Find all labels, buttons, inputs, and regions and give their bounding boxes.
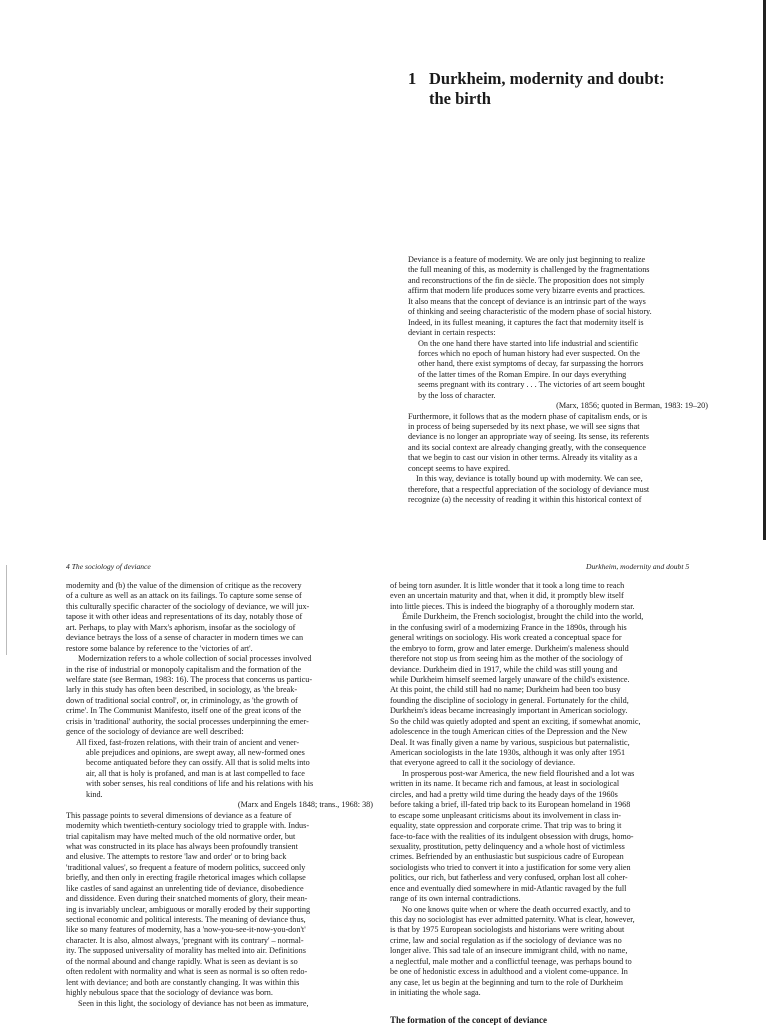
text-line: even an uncertain maturity and that, when it did, it promptly blew itself <box>390 591 624 601</box>
text-line: character. It is also, almost always, 'pregnant with its contrary' – normal- <box>66 935 304 945</box>
text-line: ity. The supposed universality of morality has melted into air. Definitions <box>66 946 306 956</box>
text-line: in initiating the whole saga. <box>390 988 481 998</box>
text-line: down of traditional social control', or, in criminology, as 'the growth of <box>66 695 298 705</box>
text-line: American sociologists in the late 1930s, although it was only after 1951 <box>390 748 626 757</box>
text-line: is that by 1975 European sociologists and historians were writing about <box>390 925 625 935</box>
text-line: crime'. In The Communist Manifesto, itself one of the great icons of the <box>66 706 302 716</box>
block-quote-line: other hand, there exist symptoms of decay, far surpassing the horrors <box>418 359 644 369</box>
text-line: to escape some unpleasant criticisms about its involvement in class in- <box>390 810 622 820</box>
text-line: the embryo to form, grow and later emerge. Durkheim's maleness should <box>390 643 629 653</box>
text-line: and dissidence. Even during their snatched moments of glory, their mean- <box>66 894 308 904</box>
page-edge-shadow <box>763 0 766 540</box>
text-line: modernity which twentieth-century sociology tried to grapple with. Indus- <box>66 821 310 831</box>
text-line: recognize (a) the necessity of reading it within this historical context of <box>408 495 642 505</box>
paragraph-first-line: In prosperous post-war America, the new field flourished and a lot was <box>402 768 635 778</box>
text-line: before taking a brief, ill-fated trip back to its European homeland in 1968 <box>390 800 631 810</box>
text-line: of thinking and seeing characteristic of the modern phase of social history. <box>408 307 652 317</box>
text-line: in process of being superseded by its next phase, we will see signs that <box>408 422 640 431</box>
text-line: like castles of sand against an unrelenting tide of deviance, disobedience <box>66 883 304 893</box>
running-head-left: 4 The sociology of deviance <box>66 562 151 571</box>
block-quote-line: air, all that is holy is profaned, and man is at last compelled to face <box>86 768 305 778</box>
text-line: Deviance is a feature of modernity. We are only just beginning to realize <box>408 255 646 264</box>
text-line: the full meaning of this, as modernity is challenged by the fragmentations <box>408 265 650 275</box>
text-line: range of its own internal contradictions. <box>390 894 521 904</box>
text-line: In this way, deviance is totally bound up with modernity. We can see, <box>416 474 643 484</box>
text-line: lent with deviance; and both are constantly changing. It was within this <box>66 977 300 987</box>
text-line: So the child was quietly adopted and spent an exciting, if somewhat anomic, <box>390 716 641 726</box>
chapter-title-line-1: Durkheim, modernity and doubt: <box>429 69 665 88</box>
text-line: politics, our rich, but fatherless and very confused, orphan lost all coher- <box>390 873 628 883</box>
text-line: this day no sociologist has ever admitted paternity. What is clear, however, <box>390 915 635 924</box>
text-line: and elusive. The attempts to restore 'law and order' or to bring back <box>66 852 287 862</box>
paragraph-first-line: Seen in this light, the sociology of deviance has not been as immature, <box>78 998 309 1008</box>
section-heading: The formation of the concept of deviance <box>390 1015 547 1025</box>
text-line: It also means that the concept of deviance is an intrinsic part of the ways <box>408 296 646 306</box>
block-quote-line: with sober senses, his real conditions of life and his relations with his <box>86 779 314 789</box>
text-line: written in its name. It became rich and famous, at least in sociological <box>390 779 620 789</box>
block-quote-line: seems pregnant with its contrary . . . The victories of art seem bought <box>418 380 645 390</box>
text-line: therefore, that a respectful appreciation of the sociology of deviance must <box>408 484 650 494</box>
text-line: crimes. Befriended by an enthusiastic but suspicious cadre of European <box>390 852 624 862</box>
text-line: in the confusing swirl of a modernizing France in the 1890s, through his <box>390 622 627 632</box>
text-line: this culturally specific character of the sociology of deviance, we will jux- <box>66 601 310 611</box>
text-line: tapose it with other ideas and representations of its day, notably those of <box>66 612 303 622</box>
text-line: into little pieces. This is indeed the biography of a thoroughly modern star. <box>390 601 635 611</box>
text-line: This passage points to several dimensions of deviance as a feature of <box>66 810 292 820</box>
block-quote-line: able prejudices and opinions, are swept away, all new-formed ones <box>86 748 305 757</box>
text-line: and reconstructions of the fin de siècle. The proposition does not simply <box>408 275 645 285</box>
text-line: modernity and (b) the value of the dimension of critique as the recovery <box>66 581 302 590</box>
text-line: sectional economic and political interests. The meaning of deviance thus, <box>66 915 306 924</box>
text-line: what was constructed in its place has always been profoundly transient <box>66 841 298 851</box>
text-line: Furthermore, it follows that as the modern phase of capitalism ends, or is <box>408 411 648 421</box>
paragraph-first-line: Modernization refers to a whole collection of social processes involved <box>78 654 312 664</box>
running-head-right: Durkheim, modernity and doubt 5 <box>586 562 690 571</box>
text-line: be one of hedonistic excess in adulthood and a violent come-uppance. In <box>390 967 628 977</box>
text-line: sociologists who tried to convert it into a justification for some very alien <box>390 862 631 872</box>
text-line: like so many features of modernity, has a 'now-you-see-it-now-you-don't' <box>66 925 306 935</box>
chapter-opening-text <box>408 255 708 506</box>
text-line: larly in this study has often been described, in sociology, as 'the break- <box>66 685 298 695</box>
right-page-text <box>390 581 700 999</box>
text-line: that everyone agreed to call it the sociology of deviance. <box>390 758 576 768</box>
text-line: a neglectful, male mother and a conflictful teenage, was perhaps bound to <box>390 956 632 966</box>
text-line: Deal. It was finally given a name by various, suspicious but paternalistic, <box>390 737 630 747</box>
text-line: At this point, the child still had no name; Durkheim had been too busy <box>390 685 621 695</box>
page-edge-mark <box>6 565 7 655</box>
text-line: Durkheim's ideas became increasingly important in American sociology. <box>390 706 628 716</box>
block-quote-first-line: All fixed, fast-frozen relations, with their train of ancient and vener- <box>76 737 300 747</box>
text-line: circles, and had a pretty wild time during the heady days of the 1960s <box>390 789 618 799</box>
text-line: general writings on sociology. His work created a conceptual space for <box>390 633 622 643</box>
text-line: sexuality, prostitution, petty delinquency and a whole host of victimless <box>390 841 625 851</box>
paragraph-first-line: No one knows quite when or where the death occurred exactly, and to <box>402 904 631 914</box>
text-line: founding the discipline of sociology in general. Fortunately for the child, <box>390 695 629 705</box>
text-line: concept seems to have expired. <box>408 463 511 473</box>
text-line: of a culture as well as an attack on its failings. To capture some sense of <box>66 591 302 601</box>
text-line: crime, law and social regulation as if the sociology of deviance was no <box>390 935 622 945</box>
text-line: adolescence in the tough American cities of the Depression and the New <box>390 727 628 737</box>
text-line: deviant in certain respects: <box>408 328 496 338</box>
block-quote-line: become antiquated before they can ossify. All that is solid melts into <box>86 758 310 768</box>
text-line: 'traditional values', so frequent a feature of modern politics, succeed only <box>66 862 306 872</box>
text-line: that we begin to cast our vision in other terms. Already its vitality as a <box>408 453 638 463</box>
block-quote-line: kind. <box>86 789 103 799</box>
text-line: briefly, and then only in erecting fragile rhetorical images which collapse <box>66 873 306 883</box>
quote-citation: (Marx and Engels 1848; trans., 1968: 38) <box>237 800 373 810</box>
block-quote-line: of the latter times of the Roman Empire. In our days everything <box>418 369 627 379</box>
text-line: affirm that modern life produces some very bizarre events and practices. <box>408 286 645 296</box>
text-line: often redolent with normality and what is seen as normal is so often redo- <box>66 967 308 977</box>
block-quote-line: On the one hand there have started into life industrial and scientific <box>418 338 639 348</box>
chapter-number: 1 <box>408 69 417 88</box>
block-quote-line: forces which no epoch of human history had ever suspected. On the <box>418 348 640 358</box>
left-page-text <box>66 581 373 1009</box>
text-line: of being torn asunder. It is little wonder that it took a long time to reach <box>390 581 625 590</box>
text-line: deviance betrays the loss of a sense of character in modern times we can <box>66 633 304 643</box>
text-line: and its social context are already changing greatly, with the consequence <box>408 442 646 452</box>
text-line: highly nebulous space that the sociology of deviance was born. <box>66 988 273 998</box>
text-line: in the rise of industrial or monopoly capitalism and the formation of the <box>66 664 302 674</box>
text-line: deviance is no longer an appropriate way of seeing. Its sense, its referents <box>408 432 649 442</box>
chapter-title-line-2: the birth <box>429 89 491 108</box>
text-line: Indeed, in its fullest meaning, it captures the fact that modernity itself is <box>408 317 644 327</box>
text-line: longer alive. This sad tale of an insecure immigrant child, with no name, <box>390 946 628 956</box>
text-line: welfare state (see Berman, 1983: 16). The process that concerns us particu- <box>66 674 313 684</box>
text-line: therefore not stop us from seeing him as the mother of the sociology of <box>390 654 623 664</box>
text-line: ence and eventually died somewhere in mid-Atlantic ravaged by the full <box>390 883 627 893</box>
text-line: art. Perhaps, to play with Marx's aphorism, insofar as the sociology of <box>66 622 296 632</box>
text-line: restore some balance by reference to the 'victories of art'. <box>66 643 253 653</box>
text-line: trial capitalism may have melted much of the old normative order, but <box>66 831 296 841</box>
quote-citation: (Marx, 1856; quoted in Berman, 1983: 19–20) <box>556 401 708 411</box>
paragraph-first-line: Émile Durkheim, the French sociologist, brought the child into the world, <box>402 612 644 622</box>
text-line: any case, let us begin at the beginning and turn to the role of Durkheim <box>390 977 624 987</box>
text-line: ing is invariably unclear, ambiguous or morally eroded by their supporting <box>66 904 311 914</box>
text-line: equality, state oppression and corporate crime. That trip was to bring it <box>390 821 622 831</box>
text-line: while Durkheim himself seemed largely unaware of the child's existence. <box>390 674 630 684</box>
text-line: of the normal abound and change rapidly. What is seen as deviant is so <box>66 956 298 966</box>
text-line: gence of the sociology of deviance are well described: <box>66 727 244 737</box>
block-quote-line: by the loss of character. <box>418 390 496 400</box>
text-line: deviance. Durkheim died in 1917, while the child was still young and <box>390 664 618 674</box>
text-line: crisis in 'traditional' authority, the social processes underpinning the emer- <box>66 716 309 726</box>
text-line: face-to-face with the realities of its indulgent obsession with drugs, homo- <box>390 831 634 841</box>
